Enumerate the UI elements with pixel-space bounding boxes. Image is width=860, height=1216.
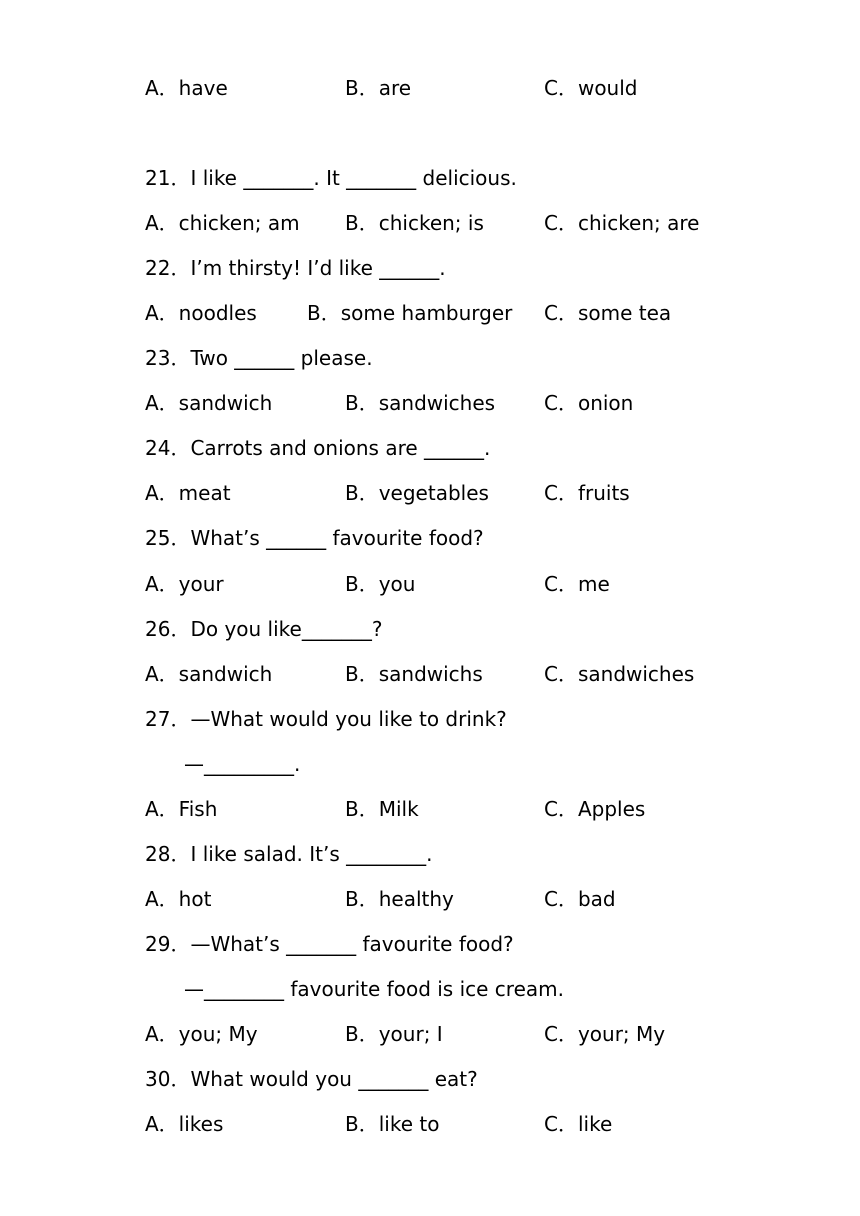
option-c: C．your; My	[544, 1022, 666, 1046]
option-b: B．sandwiches	[345, 391, 496, 415]
option-c: C．me	[544, 572, 610, 596]
option-c: C．bad	[544, 887, 616, 911]
option-c: C．like	[544, 1112, 613, 1136]
option-a: A．sandwich	[145, 391, 273, 415]
option-c: C．some tea	[544, 301, 672, 325]
option-c: C．chicken; are	[544, 211, 700, 235]
question-23: 23．Two ______ please.	[145, 346, 373, 370]
question-25: 25．What’s ______ favourite food?	[145, 526, 484, 550]
option-b: B．vegetables	[345, 481, 489, 505]
option-b: B．your; I	[345, 1022, 443, 1046]
option-a: A．sandwich	[145, 662, 273, 686]
question-27: 27．—What would you like to drink?	[145, 707, 507, 731]
option-a: A．you; My	[145, 1022, 258, 1046]
option-a: A．noodles	[145, 301, 257, 325]
option-a: A．have	[145, 76, 228, 100]
option-b: B．you	[345, 572, 416, 596]
option-b: B．Milk	[345, 797, 419, 821]
option-b: B．chicken; is	[345, 211, 484, 235]
answer-line-29: —________ favourite food is ice cream.	[184, 977, 564, 1001]
option-c: C．sandwiches	[544, 662, 695, 686]
option-a: A．meat	[145, 481, 231, 505]
option-a: A．hot	[145, 887, 212, 911]
question-28: 28．I like salad. It’s ________.	[145, 842, 433, 866]
question-24: 24．Carrots and onions are ______.	[145, 436, 491, 460]
question-29: 29．—What’s _______ favourite food?	[145, 932, 514, 956]
option-a: A．chicken; am	[145, 211, 300, 235]
option-b: B．some hamburger	[307, 301, 513, 325]
option-c: C．Apples	[544, 797, 646, 821]
option-c: C．fruits	[544, 481, 630, 505]
option-b: B．like to	[345, 1112, 440, 1136]
option-c: C．onion	[544, 391, 634, 415]
option-b: B．healthy	[345, 887, 454, 911]
question-26: 26．Do you like_______?	[145, 617, 383, 641]
option-b: B．are	[345, 76, 412, 100]
option-a: A．Fish	[145, 797, 218, 821]
option-a: A．likes	[145, 1112, 224, 1136]
question-30: 30．What would you _______ eat?	[145, 1067, 478, 1091]
answer-line-27: —_________.	[184, 752, 301, 776]
option-b: B．sandwichs	[345, 662, 483, 686]
question-21: 21．I like _______. It _______ delicious.	[145, 166, 517, 190]
question-22: 22．I’m thirsty! I’d like ______.	[145, 256, 446, 280]
option-a: A．your	[145, 572, 224, 596]
option-c: C．would	[544, 76, 638, 100]
